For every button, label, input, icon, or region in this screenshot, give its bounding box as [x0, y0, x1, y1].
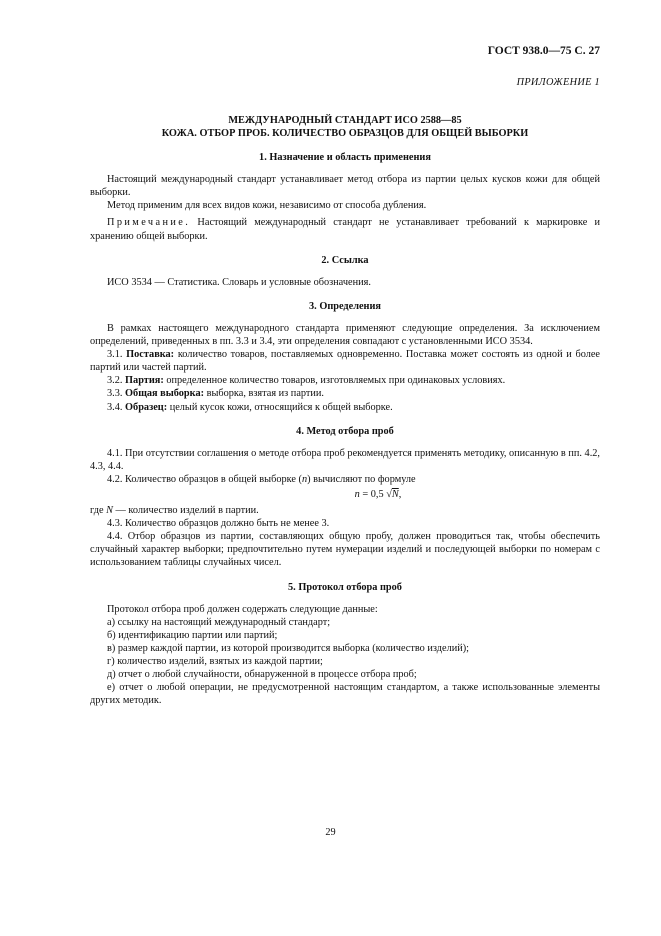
definition-number: 3.3. [107, 388, 126, 400]
formula-comma: , [398, 488, 402, 500]
definition-3-1 [90, 348, 600, 374]
section-4-paragraph-2 [90, 473, 600, 486]
definition-term: Партия: [125, 375, 164, 387]
appendix-label: ПРИЛОЖЕНИЕ 1 [516, 77, 600, 88]
text-run: 4.2. Количество образцов в общей выборке ( [107, 473, 302, 485]
running-header: ГОСТ 938.0—75 С. 27 [487, 45, 600, 57]
list-item: в) размер каждой партии, из которой производится выборка (количество изделий); [107, 642, 470, 654]
definition-number: 3.4. [107, 401, 126, 413]
section-4-paragraph-3: 4.3. Количество образцов должно быть не менее 3. [107, 518, 330, 530]
list-item: г) количество изделий, взятых из каждой партии; [107, 656, 323, 667]
section-3-heading: 3. Определения [309, 300, 381, 312]
section-1-heading: 1. Назначение и область применения [259, 152, 431, 164]
section-3-intro: В рамках настоящего международного стандарта применяют следующие определения. За исключением определений, приведенных в пп. 3.3 и 3.4, эти определения совпадают с установленными ИСО 3534. [90, 322, 600, 348]
variable-N: N [106, 505, 113, 517]
section-4-paragraph-4: 4.4. Отбор образцов из партии, составляющих общую пробу, должен проводиться так, чтобы обеспечить случайный характер выборки; предпочтительно путем нумерации изделий и последующей выборки по номерам с использованием таблицы случайных чисел. [90, 531, 600, 569]
variable-n: n [301, 473, 308, 485]
definition-3-4 [90, 401, 600, 414]
section-2-paragraph-1: ИСО 3534 — Статистика. Словарь и условные обозначения. [107, 276, 371, 288]
definition-number: 3.1. [107, 349, 127, 361]
section-5-intro: Протокол отбора проб должен содержать следующие данные: [107, 603, 378, 615]
formula-variable-N: N [391, 488, 399, 500]
formula-explanation [90, 504, 600, 517]
title-line-1: МЕЖДУНАРОДНЫЙ СТАНДАРТ ИСО 2588—85 [228, 115, 462, 127]
definition-3-3 [90, 387, 600, 400]
definition-term: Общая выборка: [125, 388, 205, 400]
note-text: Настоящий международный стандарт не устанавливает требований к маркировке и хранению общей выборки. [90, 217, 600, 242]
definition-term: Поставка: [126, 349, 175, 361]
section-5-heading: 5. Протокол отбора проб [288, 581, 402, 593]
section-2-heading: 2. Ссылка [321, 254, 369, 266]
section-4-heading: 4. Метод отбора проб [296, 425, 394, 437]
title-line-2: КОЖА. ОТБОР ПРОБ. КОЛИЧЕСТВО ОБРАЗЦОВ ДЛЯ ОБЩЕЙ ВЫБОРКИ [161, 127, 529, 139]
list-item: б) идентификацию партии или партий; [107, 629, 278, 641]
section-1-note [90, 216, 600, 242]
text-run: — количество изделий в партии. [112, 505, 259, 517]
document-page [90, 44, 600, 707]
definition-text: выборка, взятая из партии. [204, 388, 324, 400]
definition-term: Образец: [125, 401, 168, 413]
sample-size-formula [90, 488, 600, 501]
definition-text: количество товаров, поставляемых одновременно. Поставка может состоять из одной и более партий или частей партий. [90, 349, 600, 374]
page-number: 29 [325, 827, 336, 838]
list-item: д) отчет о любой случайности, обнаруженной в процессе отбора проб; [107, 669, 417, 681]
definition-3-2 [90, 374, 600, 387]
list-item: а) ссылку на настоящий международный стандарт; [107, 616, 331, 628]
list-item: е) отчет о любой операции, не предусмотренной настоящим стандартом, а также использованные элементы других методик. [90, 682, 600, 707]
document-title [90, 115, 600, 140]
text-run: где [90, 505, 107, 517]
formula-variable-n: n [354, 488, 360, 500]
section-1-paragraph-1: Настоящий международный стандарт устанавливает метод отбора из партии целых кусков кожи для общей выборки. [90, 174, 600, 199]
section-1-paragraph-2: Метод применим для всех видов кожи, независимо от способа дубления. [107, 200, 427, 212]
formula-operator: = 0,5 √ [359, 488, 392, 500]
definition-text: целый кусок кожи, относящийся к общей выборке. [167, 401, 393, 413]
section-4-paragraph-1: 4.1. При отсутствии соглашения о методе отбора проб рекомендуется применять методику, описанную в пп. 4.2, 4.3, 4.4. [90, 447, 600, 472]
definition-number: 3.2. [107, 375, 126, 387]
definition-text: определенное количество товаров, изготовляемых при одинаковых условиях. [163, 375, 506, 387]
text-run: ) вычисляют по формуле [307, 473, 416, 485]
note-label: Примечание. [107, 217, 191, 229]
